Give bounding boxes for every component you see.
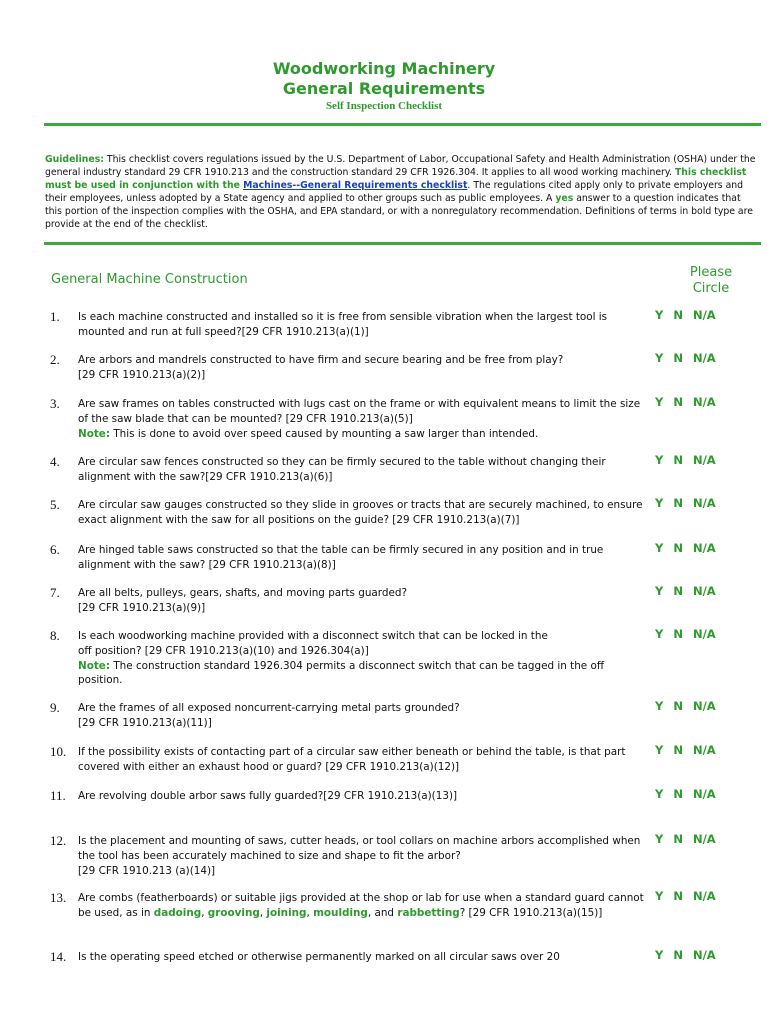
answer-no[interactable]: N bbox=[673, 787, 683, 801]
term-grooving: grooving bbox=[207, 906, 260, 919]
question-text: If the possibility exists of contacting part of a circular saw either beneath or behind the table, is that part covered with either an exhaust hood or guard? [29 CFR 1910.213(a)(12)] bbox=[78, 746, 626, 773]
answer-options bbox=[655, 308, 755, 322]
question-number: 7. bbox=[50, 585, 60, 600]
question-text bbox=[78, 586, 644, 616]
answer-options bbox=[655, 743, 755, 757]
question-number: 6. bbox=[50, 542, 60, 557]
term-rabbetting: rabbetting bbox=[397, 906, 460, 919]
answer-no[interactable]: N bbox=[673, 453, 683, 467]
answer-options bbox=[655, 627, 755, 641]
answer-na[interactable]: N/A bbox=[692, 308, 716, 322]
answer-no[interactable]: N bbox=[673, 351, 683, 365]
document-subtitle-heading: General Requirements bbox=[282, 79, 486, 98]
answer-options bbox=[655, 351, 755, 365]
separator: , bbox=[201, 906, 208, 919]
guidelines-text-3: answer to a question indicates that this portion of the inspection complies with the OSHA, and EPA standard, or with a nonregulatory recommendation. Definitions of terms in bold type are provide at the end of the checklist. bbox=[45, 192, 753, 230]
guidelines-text: This checklist covers regulations issued by the U.S. Department of Labor, Occupational Safety and Health Administration (OSHA) under the general industry standard 29 CFR 1910.213 and the construction standard 29 CFR 1926.304. It applies to all wood working machinery. bbox=[45, 154, 756, 178]
yes-emphasis: yes bbox=[555, 192, 574, 204]
answer-yes[interactable]: Y bbox=[655, 584, 664, 598]
checklist-subtitle: Self Inspection Checklist bbox=[325, 100, 443, 112]
question-number: 13. bbox=[50, 890, 67, 905]
header-divider bbox=[44, 123, 761, 126]
answer-options bbox=[655, 889, 755, 903]
answer-yes[interactable]: Y bbox=[655, 496, 664, 510]
question-note bbox=[78, 427, 644, 442]
question-text: Are revolving double arbor saws fully guarded?[29 CFR 1910.213(a)(13)] bbox=[78, 790, 458, 802]
term-joining: joining bbox=[266, 906, 307, 919]
answer-no[interactable]: N bbox=[673, 308, 683, 322]
separator: , bbox=[259, 906, 267, 919]
guidelines-paragraph bbox=[45, 154, 757, 231]
answer-na[interactable]: N/A bbox=[692, 584, 716, 598]
answer-yes[interactable]: Y bbox=[655, 832, 664, 846]
answer-options bbox=[655, 832, 755, 846]
question-number: 5. bbox=[50, 497, 60, 512]
please-label: Please bbox=[689, 265, 733, 280]
question-text-line: Is the placement and mounting of saws, cutter heads, or tool collars on machine arbors accomplished when the tool has been accurately machined to size and shape to fit the arbor? bbox=[78, 835, 641, 862]
answer-options bbox=[655, 395, 755, 409]
answer-na[interactable]: N/A bbox=[692, 395, 716, 409]
question-citation: ? [29 CFR 1910.213(a)(15)] bbox=[459, 906, 603, 919]
question-text-line: Are all belts, pulleys, gears, shafts, and moving parts guarded? bbox=[78, 587, 407, 599]
question-number: 1. bbox=[50, 309, 60, 324]
question-number: 12. bbox=[50, 833, 67, 848]
question-citation: [29 CFR 1910.213(a)(11)] bbox=[78, 716, 212, 729]
answer-yes[interactable]: Y bbox=[655, 948, 664, 962]
guidelines-text-2: . The regulations cited apply only to private employers and their employees, unless adopted by a State agency and applied to other groups such as public employees. A bbox=[45, 179, 744, 204]
question-text: Is each machine constructed and installed so it is free from sensible vibration when the largest tool is mounted and run at full speed?[29 CFR 1910.213(a)(1)] bbox=[78, 311, 608, 338]
separator: , and bbox=[367, 906, 398, 919]
answer-no[interactable]: N bbox=[673, 541, 683, 555]
question-number: 4. bbox=[50, 454, 60, 469]
answer-options bbox=[655, 584, 755, 598]
question-text: Are hinged table saws constructed so that the table can be firmly secured in any position and in true alignment with the saw? [29 CFR 1910.213(a)(8)] bbox=[78, 544, 604, 571]
answer-na[interactable]: N/A bbox=[692, 743, 716, 757]
answer-yes[interactable]: Y bbox=[655, 743, 664, 757]
note-label: Note: bbox=[78, 427, 111, 440]
answer-na[interactable]: N/A bbox=[692, 453, 716, 467]
guidelines-divider bbox=[44, 242, 761, 245]
answer-yes[interactable]: Y bbox=[655, 351, 664, 365]
answer-yes[interactable]: Y bbox=[655, 395, 664, 409]
answer-no[interactable]: N bbox=[673, 627, 683, 641]
question-number: 11. bbox=[50, 788, 66, 803]
question-number: 9. bbox=[50, 700, 60, 715]
question-text: Is the operating speed etched or otherwise permanently marked on all circular saws over 20 bbox=[78, 951, 560, 963]
answer-yes[interactable]: Y bbox=[655, 787, 664, 801]
answer-options bbox=[655, 948, 755, 962]
answer-yes[interactable]: Y bbox=[655, 308, 664, 322]
guidelines-emphasis: This checklist must be used in conjunction with the bbox=[45, 166, 747, 191]
answer-no[interactable]: N bbox=[673, 948, 683, 962]
question-number: 3. bbox=[50, 396, 60, 411]
answer-no[interactable]: N bbox=[673, 743, 683, 757]
answer-na[interactable]: N/A bbox=[692, 948, 716, 962]
answer-yes[interactable]: Y bbox=[655, 889, 664, 903]
question-text bbox=[78, 891, 644, 921]
question-text bbox=[78, 353, 644, 383]
answer-na[interactable]: N/A bbox=[692, 889, 716, 903]
answer-yes[interactable]: Y bbox=[655, 699, 664, 713]
term-moulding: moulding bbox=[313, 906, 368, 919]
question-number: 14. bbox=[50, 949, 67, 964]
question-text bbox=[78, 834, 644, 878]
answer-options bbox=[655, 541, 755, 555]
question-text: Are circular saw gauges constructed so they slide in grooves or tracts that are securely machined, to ensure exact alignment with the saw for all positions on the guide? [29 CFR 1910.213(a)(7)] bbox=[78, 499, 643, 526]
answer-options bbox=[655, 496, 755, 510]
note-text: The construction standard 1926.304 permits a disconnect switch that can be tagged in the off position. bbox=[78, 659, 605, 687]
note-label: Note: bbox=[78, 659, 111, 672]
machines-general-requirements-link[interactable]: Machines--General Requirements bbox=[243, 179, 418, 191]
answer-na[interactable]: N/A bbox=[692, 496, 716, 510]
circle-label: Circle bbox=[692, 281, 730, 296]
separator: , bbox=[306, 906, 314, 919]
please-circle-header bbox=[676, 265, 746, 297]
question-note bbox=[78, 659, 644, 689]
answer-options bbox=[655, 453, 755, 467]
checklist-link[interactable]: checklist bbox=[417, 179, 468, 191]
answer-yes[interactable]: Y bbox=[655, 627, 664, 641]
question-text bbox=[78, 629, 644, 688]
question-citation: off position? [29 CFR 1910.213(a)(10) and 1926.304(a)] bbox=[78, 644, 369, 657]
question-text-line: Are arbors and mandrels constructed to have firm and secure bearing and be free from play? bbox=[78, 354, 564, 366]
question-number: 2. bbox=[50, 352, 60, 367]
answer-options bbox=[655, 787, 755, 801]
answer-no[interactable]: N bbox=[673, 496, 683, 510]
answer-na[interactable]: N/A bbox=[692, 541, 716, 555]
question-text bbox=[78, 397, 644, 441]
question-text: Are circular saw fences constructed so they can be firmly secured to the table without changing their alignment with the saw?[29 CFR 1910.213(a)(6)] bbox=[78, 456, 606, 483]
answer-options bbox=[655, 699, 755, 713]
document-title: Woodworking Machinery bbox=[272, 59, 496, 78]
answer-na[interactable]: N/A bbox=[692, 351, 716, 365]
answer-no[interactable]: N bbox=[673, 395, 683, 409]
answer-na[interactable]: N/A bbox=[692, 832, 716, 846]
note-text: This is done to avoid over speed caused by mounting a saw larger than intended. bbox=[110, 427, 539, 440]
question-text-line: Are the frames of all exposed noncurrent-carrying metal parts grounded? bbox=[78, 702, 460, 714]
answer-yes[interactable]: Y bbox=[655, 453, 664, 467]
question-number: 8. bbox=[50, 628, 60, 643]
question-citation: [29 CFR 1910.213(a)(9)] bbox=[78, 601, 206, 614]
answer-yes[interactable]: Y bbox=[655, 541, 664, 555]
question-citation: [29 CFR 1910.213(a)(2)] bbox=[78, 368, 206, 381]
question-text-line: Are saw frames on tables constructed with lugs cast on the frame or with equivalent means to limit the size of the saw blade that can be mounted? [29 CFR 1910.213(a)(5)] bbox=[78, 398, 641, 425]
guidelines-label: Guidelines: bbox=[45, 154, 104, 165]
question-text bbox=[78, 701, 644, 731]
answer-na[interactable]: N/A bbox=[692, 627, 716, 641]
term-dadoing: dadoing bbox=[153, 906, 202, 919]
section-title: General Machine Construction bbox=[51, 272, 248, 287]
question-number: 10. bbox=[50, 744, 67, 759]
answer-na[interactable]: N/A bbox=[692, 699, 716, 713]
answer-no[interactable]: N bbox=[673, 699, 683, 713]
question-text-line: Is each woodworking machine provided with a disconnect switch that can be locked in the bbox=[78, 630, 548, 642]
answer-no[interactable]: N bbox=[673, 832, 683, 846]
answer-na[interactable]: N/A bbox=[692, 787, 716, 801]
question-text-line: Are combs (featherboards) or suitable jigs provided at the shop or lab for use when a standard guard cannot be used, as in bbox=[78, 892, 644, 919]
answer-no[interactable]: N bbox=[673, 584, 683, 598]
question-citation: [29 CFR 1910.213 (a)(14)] bbox=[78, 864, 216, 877]
answer-no[interactable]: N bbox=[673, 889, 683, 903]
